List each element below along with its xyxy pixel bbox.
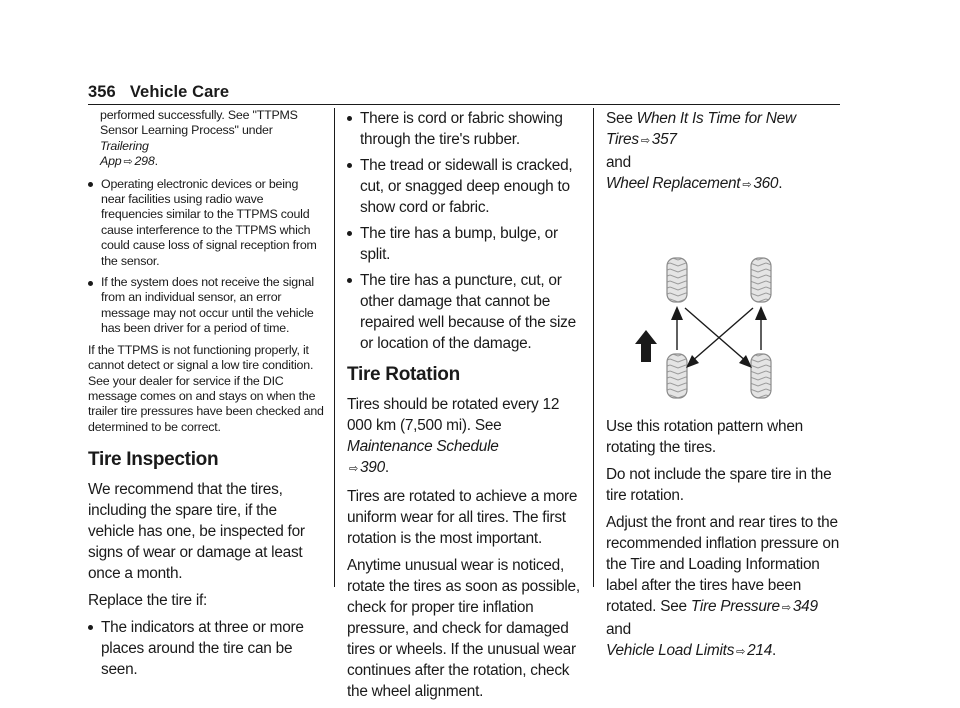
body-paragraph: Anytime unusual wear is noticed, rotate the tires as soon as possible, check for proper tire inflation pressure, and check for damaged tires or wheels. If the unusual wear continues after the rotation, check the wheel alignment. <box>347 557 580 700</box>
reference-paragraph: See When It Is Time for New Tires ⇨ 357 and Wheel Replacement ⇨ 360. <box>606 110 796 192</box>
arrow-up-right-icon <box>755 306 767 350</box>
replace-bullet-list <box>88 617 324 680</box>
page-reference-icon: ⇨ <box>736 646 746 658</box>
tire-rear-left-icon <box>667 354 687 398</box>
body-paragraph: Adjust the front and rear tires to the recommended inflation pressure on the Tire and Loading Information label after the tires have been rotated. See Tire Pressure ⇨ 349 and Vehicle Load Limits ⇨ 214. <box>606 514 840 659</box>
column-right <box>606 108 842 669</box>
arrow-up-left-icon <box>671 306 683 350</box>
column-divider <box>334 108 335 587</box>
page-header <box>88 83 229 102</box>
cross-reference-link[interactable]: When It Is Time for New Tires <box>606 110 796 148</box>
body-paragraph: Tires should be rotated every 12 000 km (7,500 mi). See Maintenance Schedule ⇨ 390. <box>347 396 560 476</box>
body-paragraph: We recommend that the tires, including the spare tire, if the vehicle has one, be inspected for signs of wear or damage at least once a month. <box>88 481 305 583</box>
list-item: Operating electronic devices or being near facilities using radio wave frequencies similar to the TTPMS could cause interference to the TTPMS which could cause loss of signal reception from the sensor. <box>88 177 324 269</box>
section-title: Vehicle Care <box>129 83 230 101</box>
tire-rotation-diagram <box>606 202 842 412</box>
column-middle <box>347 108 583 708</box>
section-heading: Tire Inspection <box>88 449 219 471</box>
body-paragraph: Use this rotation pattern when rotating the tires. <box>606 418 803 456</box>
tire-rotation-svg <box>606 202 842 412</box>
list-item: There is cord or fabric showing through the tire's rubber. <box>347 108 583 150</box>
bullet-icon <box>347 278 352 283</box>
page-reference-icon: ⇨ <box>349 463 358 475</box>
list-item: The indicators at three or more places around the tire can be seen. <box>88 617 324 680</box>
header-rule <box>88 104 840 105</box>
page-reference[interactable]: 357 <box>651 131 677 148</box>
bullet-icon <box>88 182 93 187</box>
page-reference[interactable]: 214 <box>747 642 773 659</box>
tire-front-right-icon <box>751 258 771 302</box>
ttpms-bullet-list <box>88 177 324 337</box>
list-item: The tire has a puncture, cut, or other damage that cannot be repaired well because of the size or location of the damage. <box>347 270 583 354</box>
list-item: If the system does not receive the signal from an individual sensor, an error message may not occur until the vehicle has been driver for a period of time. <box>88 275 324 337</box>
bullet-icon <box>88 281 93 286</box>
body-paragraph: Tires are rotated to achieve a more uniform wear for all tires. The first rotation is the most important. <box>347 488 578 547</box>
cross-reference-link[interactable]: Vehicle Load Limits <box>606 642 735 659</box>
page-reference-icon: ⇨ <box>781 602 791 614</box>
list-item: The tread or sidewall is cracked, cut, or snagged deep enough to show cord or fabric. <box>347 155 583 218</box>
body-paragraph: Replace the tire if: <box>88 592 208 610</box>
cross-reference-link[interactable]: Wheel Replacement <box>606 175 741 192</box>
ttpms-paragraph: If the TTPMS is not functioning properly, it cannot detect or signal a low tire condition. See your dealer for service if the DIC message comes on and stays on when the trailer tire pressures have been checked and determined to be correct. <box>88 342 324 434</box>
intro-text: Sensor Learning Process" under <box>100 123 273 138</box>
arrow-diagonal-cross-icon <box>685 308 753 368</box>
replace-bullet-list <box>347 108 583 354</box>
page-reference-icon: ⇨ <box>742 179 752 191</box>
cross-reference-link[interactable]: Maintenance Schedule <box>347 438 499 455</box>
page-reference[interactable]: 360 <box>753 175 779 192</box>
bullet-icon <box>347 231 352 236</box>
tire-rear-right-icon <box>751 354 771 398</box>
tire-front-left-icon <box>667 258 687 302</box>
column-left <box>88 108 324 685</box>
page-reference[interactable]: 349 <box>792 598 818 615</box>
list-item: The tire has a bump, bulge, or split. <box>347 223 583 265</box>
page-reference[interactable]: 298 <box>134 154 155 169</box>
intro-text: performed successfully. See "TTPMS <box>100 108 298 122</box>
intro-continuation: performed successfully. See "TTPMS Sensor Learning Process" under Trailering App ⇨ 298. <box>100 108 298 169</box>
vehicle-direction-arrow-icon <box>635 330 657 362</box>
bullet-icon <box>347 163 352 168</box>
section-heading: Tire Rotation <box>347 364 460 385</box>
column-divider <box>593 108 594 587</box>
page-reference-icon: ⇨ <box>123 156 133 169</box>
cross-reference-link[interactable]: Trailering App <box>100 138 149 169</box>
body-paragraph: Do not include the spare tire in the tire rotation. <box>606 466 832 504</box>
page-reference-icon: ⇨ <box>640 135 650 147</box>
bullet-icon <box>347 116 352 121</box>
cross-reference-link[interactable]: Tire Pressure <box>690 598 780 615</box>
page-number: 356 <box>88 83 116 101</box>
page-reference[interactable]: 390 <box>359 459 385 476</box>
bullet-icon <box>88 625 93 630</box>
